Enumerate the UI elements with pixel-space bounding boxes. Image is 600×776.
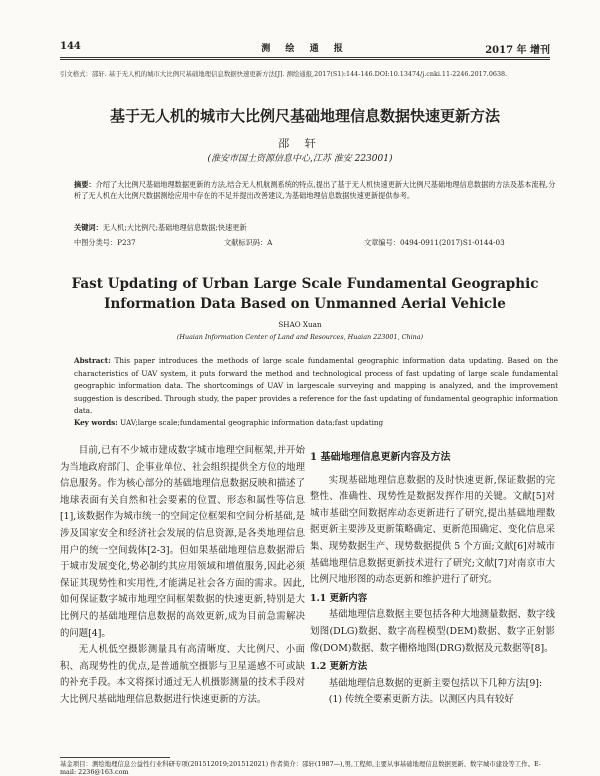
issue-info: 2017 年 增刊 (485, 45, 550, 56)
abstract-cn-text: 介绍了大比例尺基础地理数据更新的方法,结合无人机航测系统的特点,提出了基于无人机快速更新大比例尺基础地理信息数据的方法及基本流程,分析了无人机在大比例尺数据测绘应用中存在的不足并提出改善建议,为基础地理信息数据快速更新提供参考。 (74, 180, 556, 200)
footnote: 基金项目：测绘地理信息公益性行业科研专项(201512019;201512021) 作者简介：邵轩(1987—),男,工程师,主要从事基础地理信息数据更新、数字城市建设等工作。E-mail: 2236@163.com (60, 760, 541, 776)
body-paragraph: 基础地理信息数据的更新主要包括以下几种方法[9]: (328, 677, 543, 689)
document-code: 文献标识码：A (224, 238, 273, 247)
keywords-cn-text: 无人机;大比例尺;基础地理信息数据;快速更新 (102, 223, 247, 232)
body-column-right (310, 443, 555, 709)
journal-name: 测 绘 通 报 (261, 44, 349, 54)
author-cn: 邵 轩 (278, 137, 322, 150)
clc-number: 中图分类号：P237 (74, 238, 136, 247)
abstract-en-label: Abstract: (74, 356, 111, 365)
article-number: 文章编号：0494-0911(2017)S1-0144-03 (364, 238, 505, 247)
keywords-en-label: Key words: (74, 418, 118, 427)
page-number: 144 (60, 41, 81, 52)
keywords-en (74, 418, 558, 427)
header-rule (60, 57, 550, 58)
body-paragraph: (1) 传统全要素更新方法。以测区内具有较好 (328, 694, 514, 706)
affiliation-cn: (淮安市国土资源信息中心,江苏 淮安 223001) (207, 154, 393, 164)
footnote-rule (60, 757, 170, 758)
abstract-en (74, 355, 558, 418)
body-column-left (60, 443, 305, 709)
classification-line (74, 238, 558, 250)
abstract-en-text: This paper introduces the methods of large scale fundamental geographic information data updating. Based on the characteristics of UAV system, it puts forward the method and technological process of fast updating of large scale fundamental geographic information data. The shortcomings of UAV in largescale surveying and mapping is analyzed, and the improvement suggestion is described. Through study, the paper provides a reference for the fast updating of fundamental geographic information data. (74, 356, 558, 416)
title-cn: 基于无人机的城市大比例尺基础地理信息数据快速更新方法 (109, 107, 500, 125)
body-paragraph: 目前,已有不少城市建成数字城市地理空间框架,并开始为当地政府部门、企事业单位、社会组织提供全方位的地理信息服务。作为核心部分的基础地理信息数据反映和描述了地球表面有关自然和社会要素的位置、形态和属性等信息[1],该数据作为城市统一的空间定位框架和空间分析基础,是涉及国家安全和经济社会发展的信息资源,是各类地理信息用户的统一空间载体[2-3]。但如果基础地理信息数据滞后于城市发展变化,势必制约其应用领域和增值服务,因此必须保证其现势性和实用性,才能满足社会各方面的需求。因此,如何保证数字城市地理空间框架数据的快速更新,特别是大比例尺的基础地理信息数据的高效更新,成为目前急需解决的问题[4]。 (60, 445, 305, 639)
section-heading-1: 1 基础地理信息更新内容及方法 (310, 452, 451, 463)
affiliation-en: (Huaian Information Center of Land and Resources, Huaian 223001, China) (176, 333, 424, 341)
header-rule-thin (60, 59, 550, 60)
author-en: SHAO Xuan (278, 320, 322, 329)
subsection-heading-1-2: 1.2 更新方法 (310, 661, 368, 673)
abstract-cn-label: 摘要： (74, 180, 96, 189)
running-header (60, 41, 550, 55)
subsection-heading-1-1: 1.1 更新内容 (310, 592, 368, 604)
title-en: Fast Updating of Urban Large Scale Fundamental Geographic Information Data Based on Unmanned Aerial Vehicle (71, 276, 539, 312)
citation-format: 引文格式：邵轩. 基于无人机的城市大比例尺基础地理信息数据快速更新方法[J]. 测绘通报,2017(S1):144-146.DOI:10.13474/j.cnki.11-2246.2017.0638. (60, 70, 508, 78)
body-paragraph: 实现基础地理信息数据的及时快速更新,保证数据的完整性、准确性、现势性是数据发挥作用的关键。文献[5]对城市基础空间数据库动态更新进行了研究,提出基础地理数据更新主要涉及更新策略确定、更新范围确定、变化信息采集、现势数据生产、现势数据提供 5 个方面;文献[6]对城市基础地理信息数据更新技术进行了研究;文献[7]对南京市大比例尺地形图的动态更新和维护进行了研究。 (310, 474, 555, 586)
body-paragraph: 无人机低空摄影测量具有高清晰度、大比例尺、小面积、高现势性的优点,是普通航空摄影与卫星遥感不可或缺的补充手段。本文将探讨通过无人机摄影测量的技术手段对大比例尺基础地理信息数据进行快速更新的方法。 (60, 644, 305, 705)
keywords-cn-label: 关键词： (74, 223, 103, 232)
body-paragraph: 基础地理信息数据主要包括各种大地测量数据、数字线划图(DLG)数据、数字高程模型(DEM)数据、数字正射影像(DOM)数据、数字栅格地图(DRG)数据及元数据等[8]。 (310, 609, 555, 654)
abstract-cn (74, 180, 558, 201)
keywords-cn (74, 223, 558, 233)
keywords-en-text: UAV;large scale;fundamental geographic information data;fast updating (120, 418, 384, 427)
